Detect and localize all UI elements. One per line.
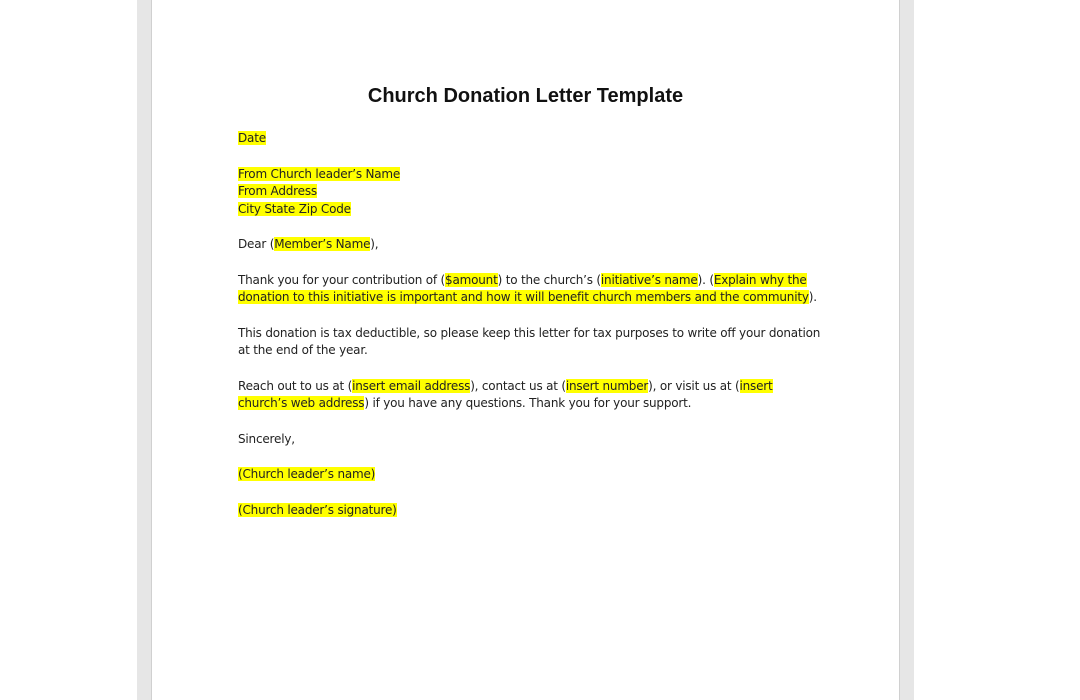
city-state-zip-placeholder: City State Zip Code [238, 201, 351, 216]
initiative-placeholder: initiative’s name [600, 272, 698, 287]
leader-signature-placeholder: (Church leader’s signature) [238, 502, 397, 517]
p1-text-1: Thank you for your contribution of ( [238, 272, 446, 287]
contact-paragraph [238, 378, 828, 413]
p1-text-4: ). [808, 290, 817, 304]
right-page-gutter [899, 0, 914, 700]
tax-paragraph: This donation is tax deductible, so please keep this letter for tax purposes to write off your donation at the end of the year. [238, 325, 821, 357]
website-placeholder-start: insert [739, 378, 773, 393]
phone-placeholder: insert number [565, 378, 649, 393]
email-placeholder: insert email address [352, 378, 471, 393]
sender-address-placeholder: From Address [238, 184, 317, 198]
leader-signature-line [238, 502, 828, 520]
leader-name-placeholder: (Church leader’s name) [238, 467, 376, 481]
left-page-gutter [137, 0, 152, 700]
salutation-prefix: Dear ( [238, 237, 275, 251]
letter-body [238, 130, 828, 537]
sender-block [238, 166, 828, 219]
closing: Sincerely, [238, 431, 295, 446]
p3-text-3: ), or visit us at ( [648, 378, 740, 393]
website-placeholder-end: church’s web address [238, 396, 365, 410]
date-placeholder: Date [238, 131, 266, 145]
p3-text-4: ) if you have any questions. Thank you for your support. [364, 396, 692, 410]
p3-text-2: ), contact us at ( [470, 378, 566, 393]
explanation-placeholder-end: donation to this initiative is important and how it will benefit church members and the community [238, 290, 809, 304]
salutation [238, 236, 828, 254]
document-page[interactable] [152, 0, 899, 700]
p1-text-3: ). ( [697, 272, 714, 287]
document-title: Church Donation Letter Template [367, 85, 684, 107]
amount-placeholder: $amount [445, 272, 498, 287]
p3-text-1: Reach out to us at ( [238, 378, 353, 393]
date-line [238, 130, 828, 148]
leader-name-line [238, 466, 828, 484]
sender-name-placeholder: From Church leader’s Name [238, 166, 401, 181]
member-name-placeholder: Member’s Name [274, 237, 371, 251]
p1-text-2: ) to the church’s ( [497, 272, 601, 287]
explanation-placeholder-start: Explain why the [713, 272, 807, 287]
salutation-suffix: ), [370, 237, 379, 251]
thank-you-paragraph [238, 272, 828, 307]
